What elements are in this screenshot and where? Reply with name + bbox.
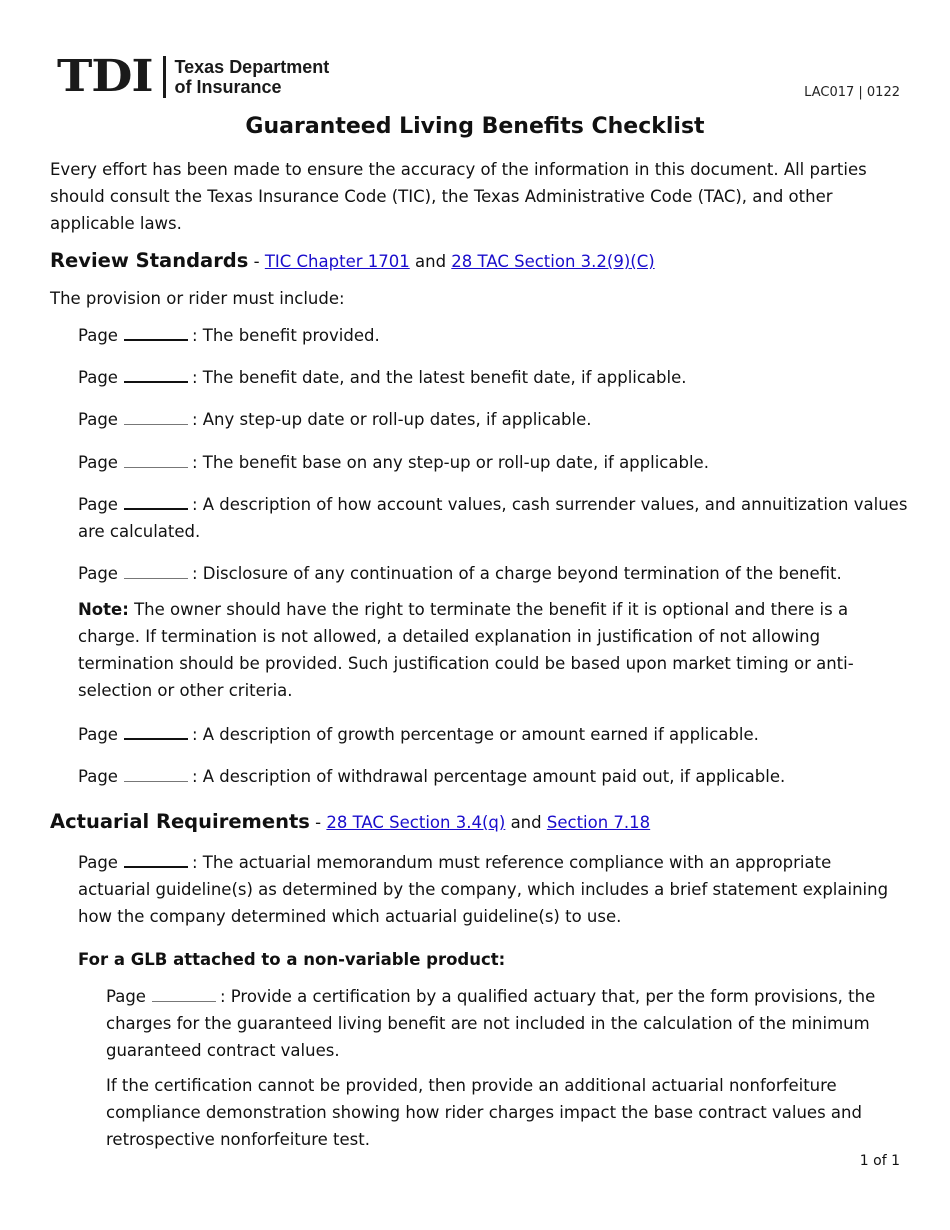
page-label: Page <box>78 495 118 514</box>
actuarial-requirements-heading <box>50 808 650 836</box>
page-label: Page <box>106 987 146 1006</box>
page-number-blank[interactable] <box>124 453 188 468</box>
checklist-item-text: : A description of how account values, cash surrender values, and annuitization values are calculated. <box>78 495 908 541</box>
section-7-18-link[interactable]: Section 7.18 <box>546 813 651 832</box>
actuarial-requirements-title: Actuarial Requirements <box>50 810 310 833</box>
checklist-item-benefit-provided <box>78 322 908 349</box>
checklist-item-actuarial-memorandum <box>78 849 908 930</box>
note-text: The owner should have the right to terminate the benefit if it is optional and there is a charge. If termination is not allowed, a detailed explanation in justification of not allowing termination should be provided. Such justification could be based upon market timing or anti-selection or other criteria. <box>78 600 854 700</box>
tac-section-3-4q-link[interactable]: 28 TAC Section 3.4(q) <box>326 813 506 832</box>
heading-and: and <box>409 252 452 271</box>
page-title: Guaranteed Living Benefits Checklist <box>245 114 705 139</box>
page-number-blank[interactable] <box>124 767 188 782</box>
page-label: Page <box>78 564 118 583</box>
rider-requirements-lead: The provision or rider must include: <box>50 289 345 308</box>
checklist-item-text: : The actuarial memorandum must reference compliance with an appropriate actuarial guideline(s) as determined by the company, which includes a brief statement explaining how the company determined which actuarial guideline(s) to use. <box>78 853 889 926</box>
form-id: LAC017 | 0122 <box>804 85 900 100</box>
non-variable-product-subheading: For a GLB attached to a non-variable product: <box>78 950 506 969</box>
page-label: Page <box>78 326 118 345</box>
logo-line-1: Texas Department <box>174 57 330 77</box>
checklist-item-value-calculations <box>78 491 908 545</box>
checklist-item-text: : Disclosure of any continuation of a charge beyond termination of the benefit. <box>191 564 842 583</box>
page-label: Page <box>78 767 118 786</box>
page-number-blank[interactable] <box>124 564 188 579</box>
termination-note <box>78 596 868 704</box>
checklist-item-text: : The benefit base on any step-up or roll-up date, if applicable. <box>191 453 709 472</box>
page-number-blank[interactable] <box>124 852 188 868</box>
page-number-blank[interactable] <box>124 724 188 740</box>
logo-agency-name <box>174 57 329 97</box>
page-number-blank[interactable] <box>124 367 188 383</box>
checklist-item-withdrawal-percentage <box>78 763 908 790</box>
intro-paragraph: Every effort has been made to ensure the accuracy of the information in this document. All parties should consult the Texas Insurance Code (TIC), the Texas Administrative Code (TAC), and other applicable laws. <box>50 160 867 233</box>
checklist-item-text: : The benefit provided. <box>191 326 380 345</box>
page-label: Page <box>78 725 118 744</box>
page-number-blank[interactable] <box>124 494 188 510</box>
checklist-item-growth-percentage <box>78 721 908 748</box>
review-standards-heading <box>50 247 655 275</box>
checklist-item-charge-continuation <box>78 560 908 587</box>
page-label: Page <box>78 453 118 472</box>
page-number: 1 of 1 <box>859 1153 900 1169</box>
logo-line-2: of Insurance <box>174 77 282 97</box>
checklist-item-benefit-date <box>78 364 908 391</box>
checklist-item-text: : A description of withdrawal percentage amount paid out, if applicable. <box>191 767 786 786</box>
heading-dash: - <box>248 252 265 271</box>
checklist-item-text: : Provide a certification by a qualified actuary that, per the form provisions, the charges for the guaranteed living benefit are not included in the calculation of the minimum guaranteed contract values. <box>106 987 876 1060</box>
checklist-item-text: : A description of growth percentage or amount earned if applicable. <box>191 725 759 744</box>
checklist-item-actuary-certification <box>106 983 886 1064</box>
checklist-item-step-up-dates <box>78 406 908 433</box>
note-label: Note: <box>78 600 129 619</box>
nonforfeiture-demonstration-paragraph: If the certification cannot be provided, then provide an additional actuarial nonforfeiture compliance demonstration showing how rider charges impact the base contract values and retrospective nonforfeiture test. <box>106 1076 862 1149</box>
heading-dash: - <box>309 813 327 832</box>
checklist-item-text: : Any step-up date or roll-up dates, if applicable. <box>191 410 592 429</box>
logo-divider <box>163 56 166 98</box>
page-label: Page <box>78 853 118 872</box>
checklist-item-benefit-base <box>78 449 908 476</box>
review-standards-title: Review Standards <box>50 249 249 272</box>
logo-abbreviation: TDI <box>57 51 153 102</box>
tac-section-3-2-link[interactable]: 28 TAC Section 3.2(9)(C) <box>451 252 655 271</box>
page-number-blank[interactable] <box>124 325 188 341</box>
tdi-logo <box>57 51 330 102</box>
page-label: Page <box>78 410 118 429</box>
tic-chapter-1701-link[interactable]: TIC Chapter 1701 <box>264 252 410 271</box>
checklist-item-text: : The benefit date, and the latest benefit date, if applicable. <box>191 368 687 387</box>
heading-and: and <box>505 813 547 832</box>
page-number-blank[interactable] <box>152 987 216 1002</box>
page-label: Page <box>78 368 118 387</box>
page-number-blank[interactable] <box>124 410 188 425</box>
